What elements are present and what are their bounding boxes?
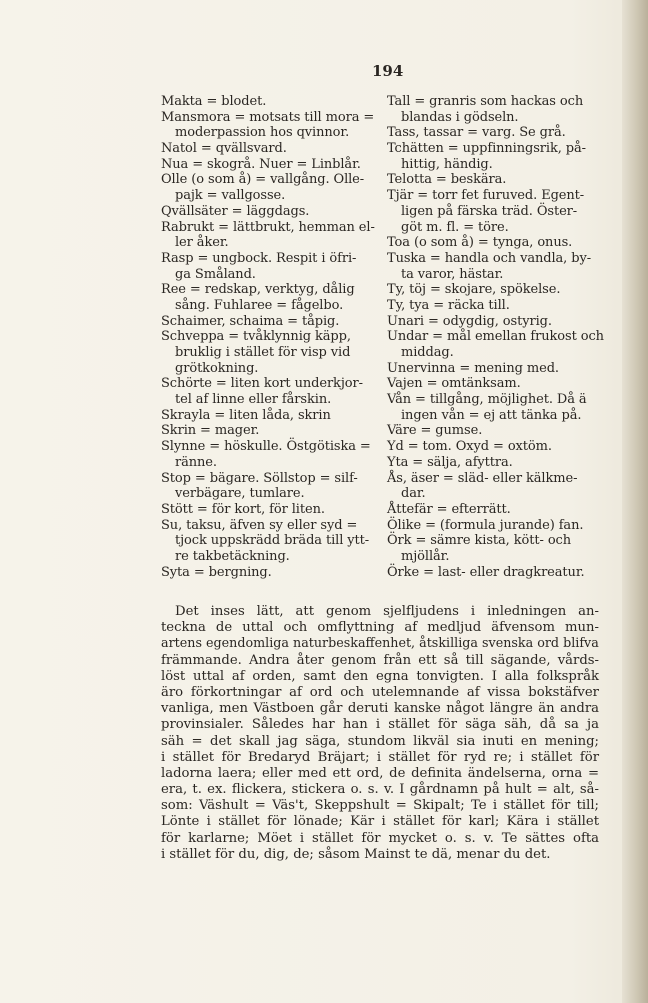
paragraph-line: i stället för du, dig, de; såsom Mainst te dä, menar du det. (161, 846, 551, 862)
glossary-entry-line: Makta = blodet. (161, 94, 267, 109)
glossary-entry-line: Ölike = (formula jurande) fan. (387, 517, 584, 533)
glossary-entry-line: Yta = sälja, afyttra. (387, 454, 513, 470)
glossary-entry-line: Unervinna = mening med. (387, 360, 559, 376)
glossary-entry-line: mjöllår. (401, 548, 450, 564)
glossary-entry-line: göt m. fl. = töre. (401, 219, 509, 235)
glossary-entry-line: Qvällsäter = läggdags. (161, 203, 310, 219)
paragraph-line: artens egendomliga naturbeskaffenhet, åtskilliga svenska ord blifva (161, 636, 599, 652)
glossary-entry-line: Olle (o som å) = vallgång. Olle- (161, 172, 365, 188)
glossary-entry-line: Tuska = handla och vandla, by- (387, 250, 591, 266)
glossary-entry-line: tjock uppskrädd bräda till ytt- (175, 533, 370, 549)
glossary-entry-line: ingen vån = ej att tänka på. (401, 407, 582, 423)
glossary-entry-line: Örk = sämre kista, kött- och (387, 533, 571, 549)
paragraph-line: teckna de uttal och omflyttning af medljud äfvensom mun- (161, 620, 599, 636)
glossary-entry-line: Ås, äser = släd- eller kälkme- (387, 470, 578, 486)
glossary-entry-line: Tchätten = uppfinningsrik, på- (387, 141, 586, 157)
glossary-entry-line: Tall = granris som hackas och (387, 94, 584, 109)
glossary-entry-line: blandas i gödseln. (401, 109, 519, 125)
glossary-entry-line: Schveppa = tvåklynnig käpp, (161, 329, 351, 345)
glossary-entry-line: Su, taksu, äfven sy eller syd = (161, 517, 358, 533)
glossary-entry-line: bruklig i stället för visp vid (175, 345, 351, 360)
paragraph-line: som: Väshult = Väs't, Skeppshult = Skipalt; Te i stället för till; (161, 798, 599, 814)
glossary-entry-line: Ty, tya = räcka till. (387, 297, 510, 313)
page-number: 194 (372, 62, 404, 80)
glossary-entry-line: pajk = vallgosse. (175, 188, 286, 204)
glossary-entry-line: Väre = gumse. (387, 423, 483, 439)
glossary-entry-line: Nua = skogrå. Nuer = Linblår. (161, 156, 361, 172)
glossary-entry-line: Vån = tillgång, möjlighet. Då ä (387, 392, 587, 408)
glossary-entry-line: Schörte = liten kort underkjor- (161, 376, 363, 392)
glossary-right-column (387, 94, 613, 580)
glossary-entry-line: verbägare, tumlare. (175, 486, 305, 502)
glossary-entry-line: Yd = tom. Oxyd = oxtöm. (387, 439, 552, 455)
glossary-entry-line: Undar = mål emellan frukost och (387, 329, 604, 345)
glossary-entry-line: moderpassion hos qvinnor. (175, 125, 350, 141)
glossary-left-column (161, 94, 377, 580)
paragraph-line: provinsialer. Således har han i stället för säga säh, då sa ja (161, 717, 599, 733)
paragraph-line: Lönte i stället för lönade; Kär i stället för karl; Kära i stället (161, 814, 599, 830)
glossary-entry-line: ga Småland. (175, 266, 256, 282)
glossary-entry-line: Ty, töj = skojare, spökelse. (387, 282, 561, 298)
paragraph-line: löst uttal af orden, samt den egna tonvigten. I alla folkspråk (161, 668, 599, 684)
glossary-entry-line: Syta = bergning. (161, 564, 272, 580)
glossary-entry-line: Skrin = mager. (161, 423, 260, 439)
paragraph-line: för karlarne; Möet i stället för mycket o. s. v. Te sättes ofta (161, 830, 599, 846)
paragraph-line: era, t. ex. flickera, stickera o. s. v. I gårdnamn på hult = alt, så- (161, 782, 599, 798)
paragraph-line: säh = det skall jag säga, stundom likväl sia inuti en mening; (161, 733, 599, 749)
glossary-entry-line: hittig, händig. (401, 156, 493, 172)
book-spine-edge (622, 0, 648, 1003)
glossary-entry-line: Örke = last- eller dragkreatur. (387, 564, 585, 580)
glossary-entry-line: ränne. (175, 454, 217, 470)
glossary-entry-line: tel af linne eller fårskin. (175, 392, 332, 408)
glossary-entry-line: Schaimer, schaima = tåpig. (161, 313, 340, 329)
glossary-entry-line: grötkokning. (175, 360, 259, 376)
glossary-entry-line: Natol = qvällsvard. (161, 141, 287, 157)
glossary-entry-line: ligen på färska träd. Öster- (401, 203, 578, 219)
glossary-entry-line: Tass, tassar = varg. Se grå. (387, 125, 566, 141)
paragraph-line: äro förkortningar af ord och utelemnande af vissa bokstäfver (161, 684, 599, 700)
glossary-entry-line: Skrayla = liten låda, skrin (161, 407, 331, 423)
glossary-entry-line: Telotta = beskära. (387, 172, 507, 188)
glossary-entry-line: sång. Fuhlaree = fågelbo. (175, 297, 344, 313)
glossary-entry-line: Stop = bägare. Söllstop = silf- (161, 470, 358, 486)
glossary-entry-line: ta varor, hästar. (401, 266, 504, 282)
paragraph-line: i stället för Bredaryd Bräjart; i stället för ryd re; i stället för (161, 749, 599, 765)
glossary-entry-line: Unari = odygdig, ostyrig. (387, 313, 552, 329)
glossary-entry-line: re takbetäckning. (175, 548, 290, 564)
glossary-entry-line: Mansmora = motsats till mora = (161, 109, 375, 125)
glossary-entry-line: Tjär = torr fet furuved. Egent- (387, 188, 585, 204)
glossary-entry-line: dar. (401, 486, 426, 502)
glossary-entry-line: Toa (o som å) = tynga, onus. (387, 235, 573, 251)
glossary-entry-line: middag. (401, 345, 454, 360)
glossary-entry-line: Slynne = höskulle. Östgötiska = (161, 439, 371, 455)
glossary-entry-line: ler åker. (175, 235, 229, 251)
glossary-entry-line: Stött = för kort, för liten. (161, 501, 325, 517)
paragraph-line: främmande. Andra åter genom från ett så till sägande, vårds- (161, 652, 599, 668)
glossary-entry-line: Vajen = omtänksam. (387, 376, 521, 392)
body-paragraph (161, 604, 599, 863)
glossary-entry-line: Rabrukt = lättbrukt, hemman el- (161, 219, 375, 235)
glossary-entry-line: Rasp = ungbock. Respit i öfri- (161, 250, 357, 266)
paragraph-line: ladorna laera; eller med ett ord, de definita ändelserna, orna = (161, 765, 599, 781)
glossary-entry-line: Åttefär = efterrätt. (387, 501, 511, 517)
paragraph-line: vanliga, men Västboen går deruti kanske något längre än andra (161, 701, 599, 717)
paragraph-line: Det inses lätt, att genom sjelfljudens i inledningen an- (175, 604, 599, 619)
glossary-entry-line: Ree = redskap, verktyg, dålig (161, 282, 355, 298)
